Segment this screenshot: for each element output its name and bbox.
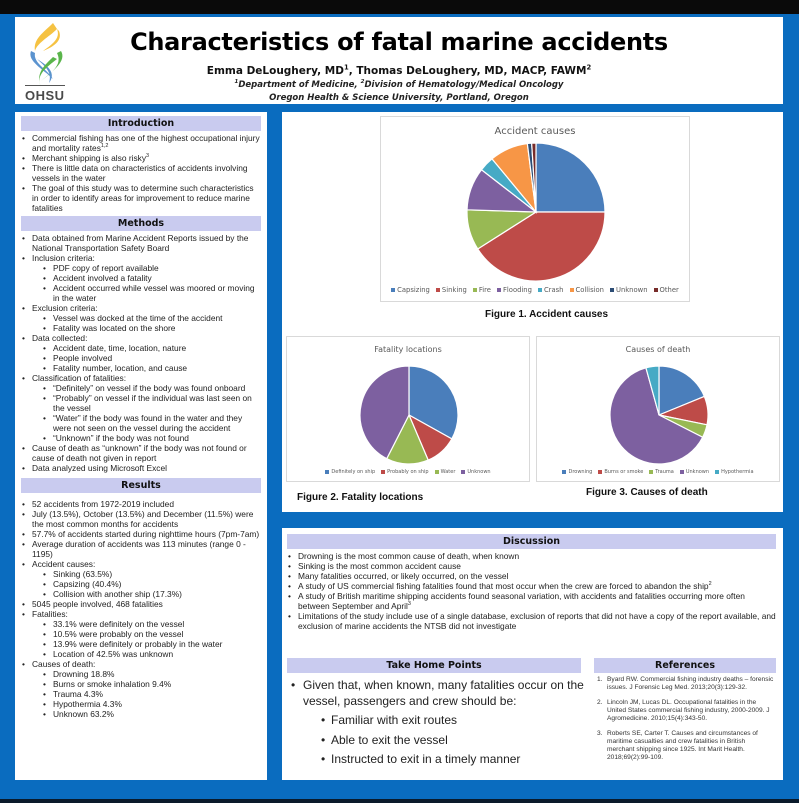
legend-item: [680, 469, 709, 475]
legend-label: Sinking: [441, 286, 467, 294]
legend-swatch: [381, 470, 385, 474]
reference-text: Roberts SE, Carter T. Causes and circumstances of maritime casualties and crew fatalities in British merchant shipping since 1925. Int Marit Health. 2018;69(2):99-109.: [607, 730, 758, 761]
list-item-text: Merchant shipping is also risky: [32, 153, 147, 163]
list-item: [21, 253, 261, 303]
legend-item: [325, 469, 375, 475]
references-heading: References: [594, 658, 776, 673]
accident-causes-chart: [380, 116, 690, 302]
legend-swatch: [570, 288, 574, 292]
legend-swatch: [538, 288, 542, 292]
list-item: [21, 153, 261, 163]
legend-swatch: [649, 470, 653, 474]
figure-3-caption: Figure 3. Causes of death: [586, 487, 708, 498]
list-item-text: 57.7% of accidents started during nighttime hours (7pm-7am): [32, 529, 260, 539]
discussion-list: [287, 551, 777, 631]
legend-swatch: [461, 470, 465, 474]
legend-swatch: [654, 288, 658, 292]
fatality-locations-pie: [287, 337, 531, 483]
discussion-panel: [282, 528, 783, 780]
reference-item: [594, 676, 774, 692]
fatality-locations-chart: [286, 336, 530, 482]
take-home-list: [287, 678, 587, 768]
take-home-heading: Take Home Points: [287, 658, 581, 673]
legend-label: Drowning: [568, 469, 593, 475]
citation-sup: 1,2: [100, 143, 109, 150]
list-item-text: Causes of death:: [32, 659, 96, 669]
accident-causes-pie: [381, 117, 691, 303]
list-item-text: Sinking is the most common accident cause: [298, 561, 461, 571]
legend-item: [436, 286, 467, 294]
affil-dept-2: Division of Hematology/Medical Oncology: [364, 80, 564, 90]
legend-item: [610, 286, 648, 294]
legend-label: Fire: [478, 286, 491, 294]
left-column-panel: [15, 112, 267, 780]
list-item-text: A study of British maritime shipping accidents found seasonal variation, with accidents and fatalities occurring more often between September and April: [298, 591, 745, 611]
list-item: [21, 233, 261, 253]
list-item-text: Cause of death as “unknown” if the body was not found or cause of death not given in report: [32, 443, 247, 463]
list-item: [21, 373, 261, 443]
sub-list-item: • Sinking (63.5%): [32, 569, 261, 579]
legend-item: [538, 286, 564, 294]
list-item-text: Limitations of the study include use of a single database, exclusion of reports that did not have a copy of the report available, and exclusion of marine accidents the NTSB did not investigate: [298, 611, 776, 631]
sub-list-item: • Accident date, time, location, nature: [32, 343, 261, 353]
sub-list: [32, 669, 261, 719]
results-heading: Results: [21, 478, 261, 493]
sub-list-item: • 33.1% were definitely on the vessel: [32, 619, 261, 629]
legend-swatch: [497, 288, 501, 292]
sub-list: [32, 569, 261, 599]
sub-list-item: • Burns or smoke inhalation 9.4%: [32, 679, 261, 689]
list-item: [287, 581, 777, 591]
list-item: [21, 333, 261, 373]
sub-list: [32, 383, 261, 443]
sub-list-item: • “Unknown” if the body was not found: [32, 433, 261, 443]
legend-item: [654, 286, 679, 294]
authors-line: [15, 65, 783, 77]
author-2-sup: 2: [586, 63, 592, 72]
list-item-text: July (13.5%), October (13.5%) and December (11.5%) were the most common months for accidents: [32, 509, 254, 529]
list-item-text: Commercial fishing has one of the highest occupational injury and mortality rates: [32, 133, 260, 153]
legend-item: [497, 286, 532, 294]
legend-item: [562, 469, 592, 475]
legend-swatch: [680, 470, 684, 474]
legend-label: Definitely on ship: [331, 469, 376, 475]
legend-item: [435, 469, 456, 475]
list-item-text: Fatalities:: [32, 609, 68, 619]
legend-label: Flooding: [502, 286, 532, 294]
poster-title: Characteristics of fatal marine accidents: [130, 28, 668, 56]
sub-list-item: • Trauma 4.3%: [32, 689, 261, 699]
legend-item: [649, 469, 674, 475]
poster-slide: [0, 14, 799, 799]
affiliation-line-1: [15, 80, 783, 90]
causes-of-death-chart: [536, 336, 780, 482]
sub-list: [32, 343, 261, 373]
sub-list-item: • Location of 42.5% was unknown: [32, 649, 261, 659]
take-home-sublist: [303, 713, 587, 768]
legend-item: [715, 469, 753, 475]
sub-list-item: • PDF copy of report available: [32, 263, 261, 273]
list-item: [21, 509, 261, 529]
take-home-main: [287, 678, 587, 768]
reference-item: [594, 699, 774, 723]
chart-title: Causes of death: [625, 345, 691, 354]
legend-swatch: [391, 288, 395, 292]
legend-swatch: [473, 288, 477, 292]
list-item: [21, 183, 261, 213]
legend-swatch: [562, 470, 566, 474]
citation-sup: 2: [708, 581, 712, 588]
list-item-text: Accident causes:: [32, 559, 96, 569]
chart-legend: [381, 286, 689, 294]
list-item-text: Data analyzed using Microsoft Excel: [32, 463, 167, 473]
list-item: [287, 571, 777, 581]
list-item-text: Drowning is the most common cause of death, when known: [298, 551, 520, 561]
list-item-text: 5045 people involved, 468 fatalities: [32, 599, 163, 609]
sub-list-item: • Fatality was located on the shore: [32, 323, 261, 333]
legend-label: Hypothermia: [721, 469, 754, 475]
legend-label: Crash: [543, 286, 564, 294]
sub-list-item: • People involved: [32, 353, 261, 363]
legend-label: Water: [440, 469, 456, 475]
introduction-heading: Introduction: [21, 116, 261, 131]
reference-item: [594, 730, 774, 762]
poster-header: [15, 17, 783, 104]
legend-item: [570, 286, 604, 294]
list-item: [287, 611, 777, 631]
reference-number: 1.: [597, 676, 603, 683]
take-home-main-text: Given that, when known, many fatalities occur on the vessel, passengers and crew should be:: [303, 678, 584, 708]
list-item-text: 52 accidents from 1972-2019 included: [32, 499, 175, 509]
legend-swatch: [598, 470, 602, 474]
take-home-point: • Instructed to exit in a timely manner: [303, 752, 587, 768]
chart-legend: [537, 469, 779, 475]
list-item-text: Classification of fatalities:: [32, 373, 127, 383]
legend-label: Trauma: [655, 469, 674, 475]
legend-label: Unknown: [615, 286, 648, 294]
logo-text: OHSU: [25, 88, 65, 103]
legend-label: Probably on ship: [387, 469, 429, 475]
legend-label: Burns or smoke: [604, 469, 644, 475]
legend-label: Collision: [575, 286, 604, 294]
legend-swatch: [435, 470, 439, 474]
list-item: [21, 443, 261, 463]
list-item: [287, 561, 777, 571]
chart-title: Accident causes: [494, 126, 576, 137]
chart-title: Fatality locations: [374, 345, 442, 354]
sub-list-item: • Accident involved a fatality: [32, 273, 261, 283]
reference-text: Lincoln JM, Lucas DL. Occupational fatalities in the United States commercial fishing industry, 2000-2009. J Agromedicine. 2010;15(4):343-50.: [607, 699, 770, 722]
legend-swatch: [715, 470, 719, 474]
sub-list-item: • Unknown 63.2%: [32, 709, 261, 719]
legend-label: Unknown: [467, 469, 491, 475]
references-list: [594, 676, 774, 769]
figure-1-caption: Figure 1. Accident causes: [485, 309, 609, 320]
sub-list-item: • Vessel was docked at the time of the accident: [32, 313, 261, 323]
affil-sup-2: 2: [360, 79, 365, 86]
reference-number: 2.: [597, 699, 603, 706]
figures-panel: [282, 112, 783, 512]
list-item-text: The goal of this study was to determine such characteristics in order to identify areas for improvement to reduce marine fatalities: [32, 183, 254, 213]
legend-swatch: [325, 470, 329, 474]
list-item-text: A study of US commercial fishing fatalities found that most occur when the crew are forced to abandon the ship: [298, 581, 709, 591]
sub-list-item: • Hypothermia 4.3%: [32, 699, 261, 709]
author-1: Emma DeLoughery, MD: [206, 65, 344, 77]
figure-2-caption: Figure 2. Fatality locations: [297, 492, 424, 503]
methods-list: [21, 233, 261, 473]
list-item: [21, 529, 261, 539]
list-item: [21, 133, 261, 153]
legend-label: Unknown: [685, 469, 710, 475]
citation-sup: 3: [146, 153, 150, 160]
legend-item: [381, 469, 428, 475]
sub-list-item: • 13.9% were definitely or probably in the water: [32, 639, 261, 649]
sub-list-item: • Accident occurred while vessel was moored or moving in the water: [32, 283, 261, 303]
list-item: [21, 163, 261, 183]
take-home-point: • Able to exit the vessel: [303, 733, 587, 749]
bottom-strip: [0, 799, 799, 803]
list-item: [21, 539, 261, 559]
legend-label: Capsizing: [397, 286, 430, 294]
sub-list-item: • “Definitely” on vessel if the body was found onboard: [32, 383, 261, 393]
sub-list-item: • Fatality number, location, and cause: [32, 363, 261, 373]
sub-list-item: • Drowning 18.8%: [32, 669, 261, 679]
legend-swatch: [610, 288, 614, 292]
sub-list: [32, 619, 261, 659]
list-item: [21, 559, 261, 599]
list-item: [21, 303, 261, 333]
sub-list-item: • “Water” if the body was found in the water and they were not seen on the vessel during the accident: [32, 413, 261, 433]
list-item-text: There is little data on characteristics of accidents involving vessels in the water: [32, 163, 248, 183]
list-item: [21, 609, 261, 659]
pie-slice-capsizing: [536, 143, 605, 212]
list-item: [21, 659, 261, 719]
legend-label: Other: [659, 286, 679, 294]
affil-sup-1: 1: [234, 79, 239, 86]
legend-item: [461, 469, 490, 475]
list-item: [21, 499, 261, 509]
sub-list-item: • “Probably” on vessel if the individual was last seen on the vessel: [32, 393, 261, 413]
list-item-text: Data collected:: [32, 333, 88, 343]
list-item-text: Average duration of accidents was 113 minutes (range 0 - 1195): [32, 539, 246, 559]
sub-list: [32, 263, 261, 303]
affiliation-line-2: Oregon Health & Science University, Portland, Oregon: [269, 93, 529, 103]
sub-list-item: • Capsizing (40.4%): [32, 579, 261, 589]
list-item: [287, 551, 777, 561]
list-item-text: Data obtained from Marine Accident Reports issued by the National Transportation Safety Board: [32, 233, 249, 253]
list-item-text: Exclusion criteria:: [32, 303, 98, 313]
sub-list: [32, 313, 261, 333]
author-separator: ,: [348, 65, 357, 77]
results-list: [21, 499, 261, 719]
citation-sup: 3: [407, 601, 411, 608]
take-home-point: • Familiar with exit routes: [303, 713, 587, 729]
list-item: [21, 599, 261, 609]
affil-dept-1: Department of Medicine,: [238, 80, 361, 90]
list-item: [21, 463, 261, 473]
sub-list-item: • Collision with another ship (17.3%): [32, 589, 261, 599]
legend-item: [473, 286, 491, 294]
author-1-sup: 1: [343, 63, 349, 72]
chart-legend: [287, 469, 529, 475]
causes-of-death-pie: [537, 337, 781, 483]
list-item-text: Many fatalities occurred, or likely occurred, on the vessel: [298, 571, 509, 581]
legend-item: [598, 469, 643, 475]
list-item-text: Inclusion criteria:: [32, 253, 95, 263]
discussion-heading: Discussion: [287, 534, 776, 549]
list-item: [287, 591, 777, 611]
introduction-list: [21, 133, 261, 213]
reference-number: 3.: [597, 730, 603, 737]
legend-item: [391, 286, 430, 294]
author-2: Thomas DeLoughery, MD, MACP, FAWM: [356, 65, 587, 77]
sub-list-item: • 10.5% were probably on the vessel: [32, 629, 261, 639]
reference-text: Byard RW. Commercial fishing industry deaths – forensic issues. J Forensic Leg Med. 2013;20(3):129-32.: [607, 676, 774, 691]
methods-heading: Methods: [21, 216, 261, 231]
legend-swatch: [436, 288, 440, 292]
